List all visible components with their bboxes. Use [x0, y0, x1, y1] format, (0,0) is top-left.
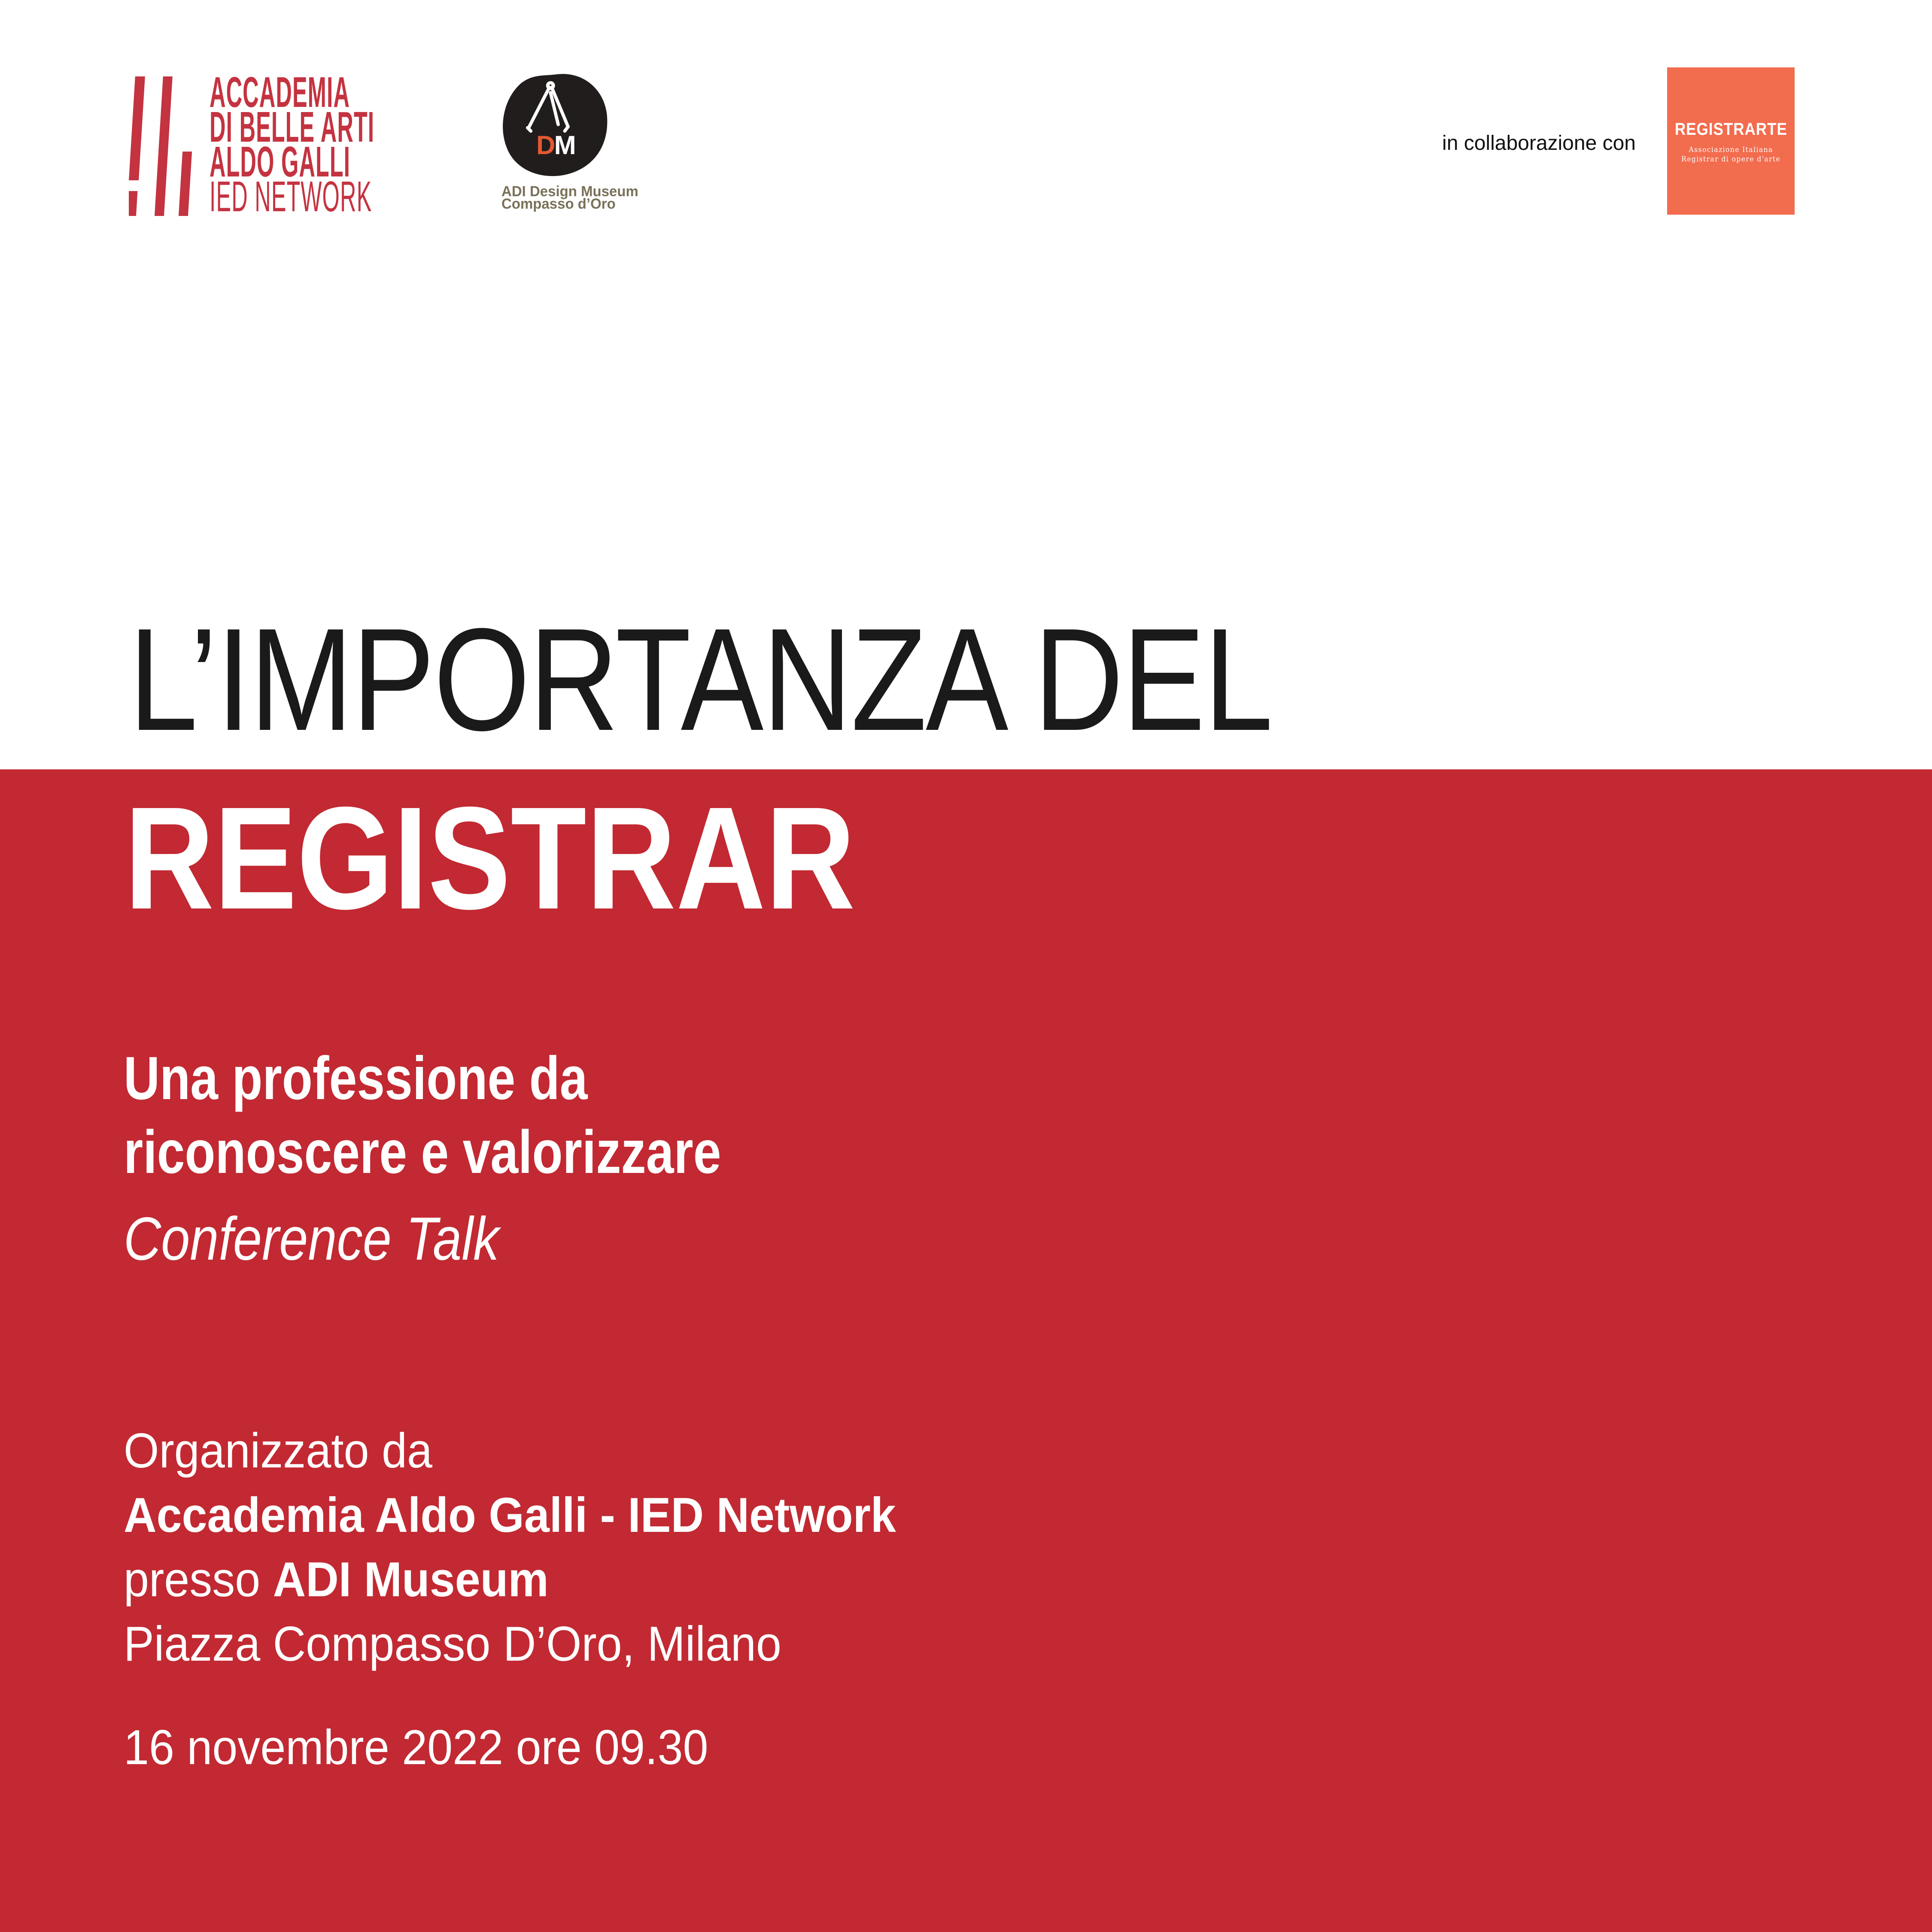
collaboration-label: in collaborazione con — [1442, 132, 1636, 155]
event-type-label: Conference Talk — [124, 1205, 499, 1273]
adi-monogram-m: M — [554, 130, 575, 160]
registrarte-logo-subtitle — [1681, 145, 1780, 164]
venue-line: presso ADI Museum — [124, 1552, 549, 1607]
svg-text:DM — [536, 131, 575, 160]
organized-by-label: Organizzato da — [124, 1424, 433, 1478]
organizer-name: Accademia Aldo Galli - IED Network — [124, 1488, 896, 1543]
accademia-logo-line4: IED NETWORK — [210, 173, 372, 221]
subtitle-line1: Una professione da — [124, 1044, 588, 1112]
venue-address: Piazza Compasso D’Oro, Milano — [124, 1617, 781, 1671]
adi-caption-line2: Compasso d’Oro — [501, 196, 616, 212]
event-datetime: 16 novembre 2022 ore 09.30 — [124, 1720, 708, 1775]
event-details — [124, 1419, 896, 1677]
adi-caption-line1: ADI Design Museum — [501, 183, 638, 200]
accademia-logo-line3: ALDO GALLI — [210, 138, 351, 186]
registrarte-subtitle-line1: Associazione Italiana — [1689, 146, 1773, 154]
adi-monogram-d: D — [536, 130, 554, 160]
accademia-logo-bars-icon — [129, 75, 197, 217]
adi-blob-shape — [498, 71, 612, 180]
adi-design-museum-logo-icon — [498, 71, 612, 180]
registrarte-subtitle-line2: Registrar di opere d'arte — [1681, 155, 1781, 164]
registrarte-logo — [1667, 67, 1795, 215]
accademia-logo-line2: DI BELLE ARTI — [210, 103, 375, 151]
adi-logo-caption — [501, 185, 638, 210]
poster-title-line2: REGISTRAR — [125, 777, 855, 940]
accademia-logo-text — [210, 68, 375, 221]
accademia-logo-line1: ACCADEMIA — [210, 68, 350, 116]
registrarte-logo-title: REGISTRARTE — [1674, 120, 1787, 139]
poster-title-line1: L’IMPORTANZA DEL — [129, 598, 1272, 761]
subtitle-line2: riconoscere e valorizzare — [124, 1118, 721, 1186]
poster-subtitle — [124, 1042, 721, 1189]
